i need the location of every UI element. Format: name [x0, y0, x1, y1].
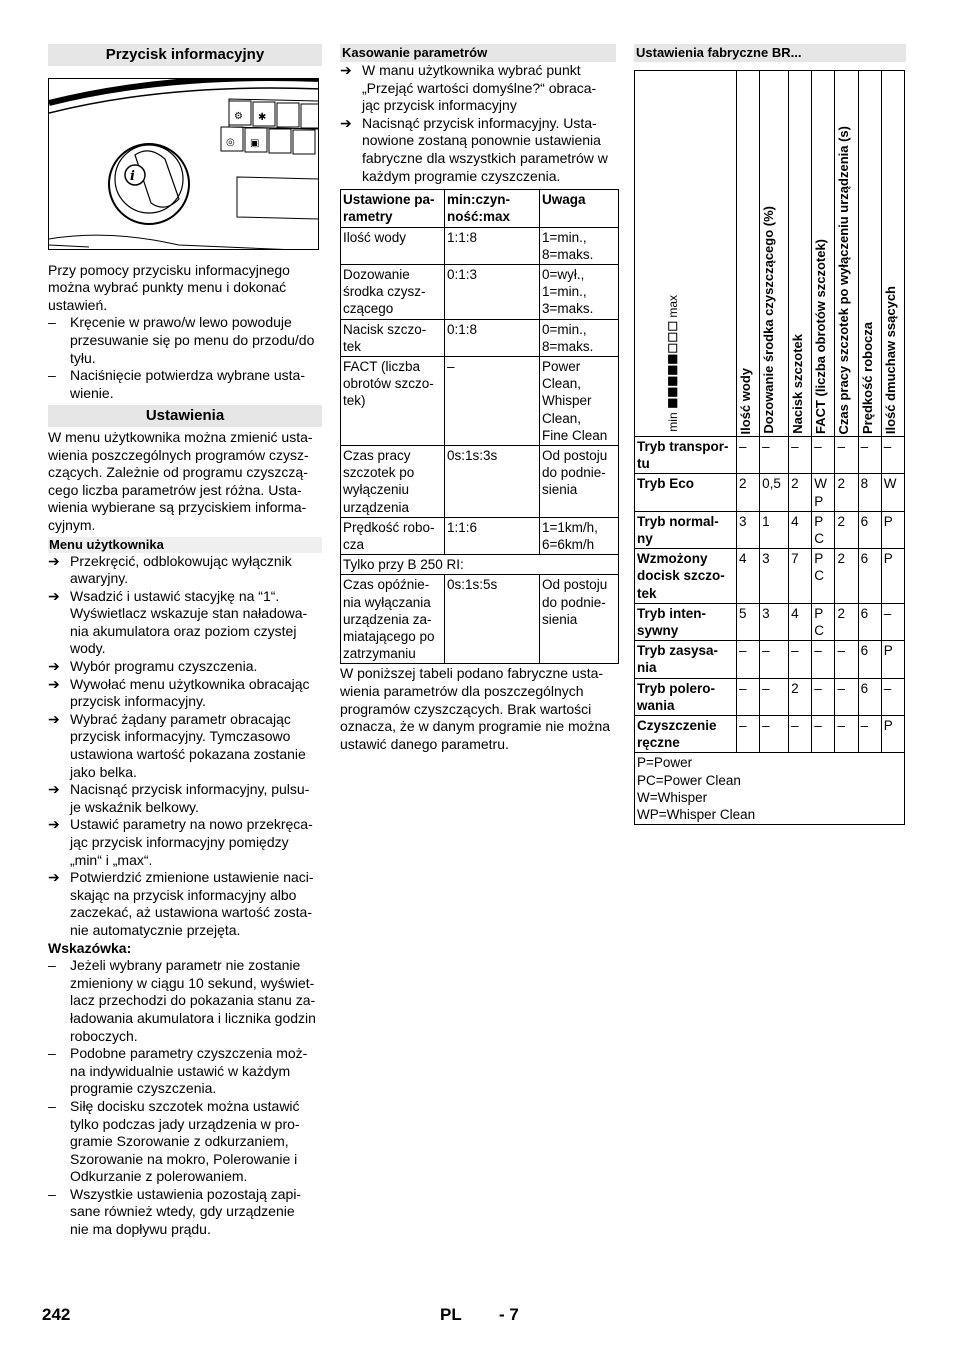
- section-heading-info-button: Przycisk informacyjny: [48, 44, 322, 66]
- table-cell: 5: [737, 603, 760, 640]
- table-cell: Ilość wody: [341, 227, 445, 264]
- table-cell: 0s:1s:5s: [445, 575, 540, 664]
- table-cell: Czas opóźnie- nia wyłączania urządzenia za- miatającego po zatrzymaniu: [341, 575, 445, 664]
- table-row: [341, 227, 619, 264]
- page-number: 242: [42, 1305, 71, 1324]
- dash-item: – Naciśnięcie potwierdza wybrane usta- wienie.: [48, 367, 305, 401]
- table-cell: –: [858, 437, 881, 474]
- note-item: – Podobne parametry czyszczenia moż- na indywidualnie ustawić w każdym programie czyszczenia.: [48, 1045, 308, 1097]
- table-cell: P: [881, 641, 904, 678]
- arrow-step: ➔ W manu użytkownika wybrać punkt „Przejąć wartości domyślne?“ obraca- jąc przycisk informacyjny: [340, 62, 597, 114]
- table-cell: P: [881, 716, 904, 753]
- notes: [48, 957, 322, 1239]
- column-header: Nacisk szczotek: [789, 71, 812, 437]
- table-cell: 1:1:8: [445, 227, 540, 264]
- table-cell: 2: [835, 603, 858, 640]
- table-cell: 0:1:8: [445, 319, 540, 356]
- table-cell: 2: [835, 474, 858, 511]
- settings-text: W menu użytkownika można zmienić usta- wienia poszczególnych programów czysz- czących. Zależnie od programu czyszczą- cego liczba parametrów jest różna. Usta- wienia wybierane są przyciskiem informa- cyjnym.: [48, 428, 313, 533]
- table-cell: 2: [789, 474, 812, 511]
- table-row: [635, 474, 905, 511]
- column-header: Ilość dmuchaw ssących: [881, 71, 904, 437]
- arrow-step: ➔ Nacisnąć przycisk informacyjny. Usta- nowione zostaną ponownie ustawienia fabryczne dla wszystkich parametrów w każdym programie czyszczenia.: [340, 114, 608, 184]
- legend-entry: P=Power: [637, 755, 693, 771]
- column-1: [48, 44, 322, 1239]
- table-cell: –: [445, 356, 540, 445]
- table-cell: 3: [760, 603, 789, 640]
- table-cell: 6: [858, 603, 881, 640]
- arrow-step: ➔ Przekręcić, odblokowując wyłącznik awaryjny.: [48, 552, 292, 587]
- column-header: min:czyn- ność:max: [445, 190, 540, 227]
- table-cell: –: [881, 437, 904, 474]
- arrow-step: ➔ Wybrać żądany parametr obracając przycisk informacyjny. Tymczasowo ustawiona wartość pokazana zostanie jako belka.: [48, 710, 306, 780]
- table-cell: 1=1km/h, 6=6km/h: [540, 517, 619, 554]
- table-cell: 6: [858, 678, 881, 715]
- table-cell: 1=min., 8=maks.: [540, 227, 619, 264]
- table-cell: 2: [835, 511, 858, 548]
- section-heading-settings: Ustawienia: [48, 405, 322, 427]
- table-cell: –: [812, 716, 835, 753]
- table-cell: Dozowanie środka czysz- czącego: [341, 264, 445, 319]
- table-cell: 0=min., 8=maks.: [540, 319, 619, 356]
- reset-parameters-heading: Kasowanie parametrów: [340, 44, 616, 62]
- table-span-cell: Tylko przy B 250 RI:: [341, 555, 619, 575]
- table-cell: P C: [812, 603, 835, 640]
- table-cell: –: [835, 641, 858, 678]
- table-cell: Od postoju do podnie- sienia: [540, 575, 619, 664]
- table-cell: 1: [760, 511, 789, 548]
- table-cell: –: [881, 603, 904, 640]
- table-cell: 0s:1s:3s: [445, 446, 540, 518]
- table-row: [635, 549, 905, 604]
- user-menu-steps: [48, 553, 322, 940]
- row-header: Czyszczenie ręczne: [635, 716, 737, 753]
- legend-row: [635, 753, 905, 825]
- column-header: Uwaga: [540, 190, 619, 227]
- table-cell: 4: [737, 549, 760, 604]
- table-cell: FACT (liczba obrotów szczo- tek): [341, 356, 445, 445]
- row-header: Tryb Eco: [635, 474, 737, 511]
- table-row: [341, 319, 619, 356]
- table-header-row: [635, 71, 905, 437]
- arrow-step: ➔ Ustawić parametry na nowo przekręca- jąc przycisk informacyjny pomiędzy „min“ i „max“.: [48, 816, 313, 868]
- table-cell: –: [835, 437, 858, 474]
- note-item: – Jeżeli wybrany parametr nie zostanie zmieniony w ciągu 10 sekund, wyświet- lacz przechodzi do pokazania stanu za- ładowania akumulatora i licznika godzin roboczych.: [48, 957, 316, 1044]
- legend-entry: PC=Power Clean: [637, 772, 741, 788]
- arrow-icon: ➔: [48, 816, 60, 833]
- table-cell: –: [760, 437, 789, 474]
- table-cell: P: [881, 511, 904, 548]
- dash-item: – Kręcenie w prawo/w lewo powoduje przesuwanie się po menu do przodu/do tyłu.: [48, 314, 315, 366]
- table-cell: –: [789, 716, 812, 753]
- column-header: Czas pracy szczotek po wyłączeniu urządzenia (s): [835, 71, 858, 437]
- table-row: [341, 575, 619, 664]
- svg-text:✱: ✱: [258, 111, 267, 123]
- table-cell: –: [737, 437, 760, 474]
- arrow-step: ➔ Wybór programu czyszczenia.: [48, 658, 258, 675]
- row-header: Tryb normal- ny: [635, 511, 737, 548]
- column-header: Ilość wody: [737, 71, 760, 437]
- table-cell: 4: [789, 511, 812, 548]
- table-cell: 8: [858, 474, 881, 511]
- table-row: [341, 264, 619, 319]
- arrow-step: ➔ Wywołać menu użytkownika obracając przycisk informacyjny.: [48, 675, 310, 710]
- arrow-icon: ➔: [48, 710, 60, 727]
- table-row: [341, 517, 619, 554]
- row-header: Tryb transpor- tu: [635, 437, 737, 474]
- table-cell: 1:1:6: [445, 517, 540, 554]
- intro-text: Przy pomocy przycisku informacyjnego można wybrać punkty menu i dokonać ustawień.: [48, 261, 290, 313]
- table-cell: 3: [737, 511, 760, 548]
- arrow-icon: ➔: [48, 552, 60, 569]
- table-cell: Od postoju do podnie- sienia: [540, 446, 619, 518]
- table-cell: –: [812, 678, 835, 715]
- arrow-icon: ➔: [340, 114, 352, 131]
- column-header: Ustawione pa- rametry: [341, 190, 445, 227]
- table-cell: 4: [789, 603, 812, 640]
- parameters-table: [340, 189, 619, 664]
- table-cell: –: [858, 716, 881, 753]
- control-panel-drawing: [49, 79, 319, 250]
- column-header: Prędkość robocza: [858, 71, 881, 437]
- table-row: [635, 678, 905, 715]
- arrow-icon: ➔: [48, 658, 60, 675]
- table-cell: Power Clean, Whisper Clean, Fine Clean: [540, 356, 619, 445]
- table-row: [341, 356, 619, 445]
- table-cell: –: [789, 437, 812, 474]
- table-cell: –: [737, 716, 760, 753]
- svg-text:⚙: ⚙: [234, 110, 243, 122]
- table-cell: 6: [858, 641, 881, 678]
- table-cell: W: [881, 474, 904, 511]
- table-cell: P C: [812, 549, 835, 604]
- info-button-illustration: [48, 78, 319, 250]
- table-row: [341, 446, 619, 518]
- arrow-icon: ➔: [48, 675, 60, 692]
- table-cell: 7: [789, 549, 812, 604]
- arrow-step: ➔ Wsadzić i ustawić stacyjkę na “1“. Wyświetlacz wskazuje stan naładowa- nia akumulatora oraz poziom czystej wody.: [48, 587, 308, 657]
- table-cell: –: [812, 641, 835, 678]
- table-cell: –: [760, 678, 789, 715]
- scale-header-cell: [635, 71, 737, 437]
- factory-settings-table: [634, 70, 905, 825]
- table-cell: 2: [737, 474, 760, 511]
- row-header: Tryb zasysa- nia: [635, 641, 737, 678]
- table-cell: P: [881, 549, 904, 604]
- sub-page-number: - 7: [499, 1305, 519, 1324]
- arrow-icon: ➔: [48, 587, 60, 604]
- arrow-icon: ➔: [48, 781, 60, 798]
- table-cell: –: [760, 641, 789, 678]
- table-row: [635, 716, 905, 753]
- arrow-icon: ➔: [340, 62, 352, 78]
- svg-text:i: i: [130, 168, 135, 184]
- table-cell: –: [881, 678, 904, 715]
- arrow-step: ➔ Nacisnąć przycisk informacyjny, pulsu- je wskaźnik belkowy.: [48, 781, 310, 815]
- column-header: FACT (liczba obrotów szczotek): [812, 71, 835, 437]
- table-cell: 0=wył., 1=min., 3=maks.: [540, 264, 619, 319]
- table-row: [635, 603, 905, 640]
- table-cell: –: [835, 716, 858, 753]
- table-cell: 6: [858, 549, 881, 604]
- table-cell: 3: [760, 549, 789, 604]
- legend-cell: [635, 753, 905, 825]
- row-header: Tryb polero- wania: [635, 678, 737, 715]
- table-row: [635, 511, 905, 548]
- table-cell: Prędkość robo- cza: [341, 517, 445, 554]
- arrow-icon: ➔: [48, 869, 60, 886]
- table-cell: –: [835, 678, 858, 715]
- table-cell: –: [737, 678, 760, 715]
- legend-entry: W=Whisper: [637, 789, 708, 805]
- user-menu-heading: Menu użytkownika: [48, 537, 322, 553]
- table-cell: –: [812, 437, 835, 474]
- svg-text:▣: ▣: [250, 137, 260, 149]
- table-cell: 2: [789, 678, 812, 715]
- table-row: [635, 437, 905, 474]
- factory-settings-intro: W poniższej tabeli podano fabryczne usta- wienia parametrów dla poszczególnych programów czyszczących. Brak wartości oznacza, że w danym programie nie można ustawić danego parametru.: [340, 665, 611, 752]
- svg-text:◎: ◎: [226, 136, 235, 148]
- table-cell: –: [737, 641, 760, 678]
- table-cell: P C: [812, 511, 835, 548]
- note-item: – Siłę docisku szczotek można ustawić tylko podczas jady urządzenia w pro- gramie Szorowanie z odkurzaniem, Szorowanie na mokro, Polerowanie i Odkurzanie z polerowaniem.: [48, 1097, 300, 1185]
- table-cell: 0,5: [760, 474, 789, 511]
- column-header: Dozowanie środka czyszczącego (%): [760, 71, 789, 437]
- row-header: Tryb inten- sywny: [635, 603, 737, 640]
- table-cell: 6: [858, 511, 881, 548]
- language-code: PL: [440, 1305, 462, 1324]
- table-row: [341, 555, 619, 575]
- table-cell: –: [760, 716, 789, 753]
- table-row: [635, 641, 905, 678]
- row-header: Wzmożony docisk szczo- tek: [635, 549, 737, 604]
- table-header-row: [341, 190, 619, 227]
- column-2: [340, 44, 616, 753]
- table-cell: 2: [835, 549, 858, 604]
- min-max-scale: min max: [666, 295, 680, 432]
- column-3: [634, 44, 906, 825]
- note-item: – Wszystkie ustawienia pozostają zapi- sane również wtedy, gdy urządzenie nie ma dopływu prądu.: [48, 1185, 302, 1238]
- table-cell: 0:1:3: [445, 264, 540, 319]
- arrow-step: ➔ Potwierdzić zmienione ustawienie naci- skając na przycisk informacyjny albo zaczekać, aż ustawiona wartość zosta- nie automatycznie przejęta.: [48, 869, 314, 938]
- table-cell: W P: [812, 474, 835, 511]
- table-cell: Czas pracy szczotek po wyłączeniu urządzenia: [341, 446, 445, 518]
- factory-settings-heading: Ustawienia fabryczne BR...: [634, 44, 906, 62]
- legend-entry: WP=Whisper Clean: [637, 807, 756, 823]
- note-label: Wskazówka:: [48, 939, 132, 956]
- table-cell: Nacisk szczo- tek: [341, 319, 445, 356]
- table-cell: –: [789, 641, 812, 678]
